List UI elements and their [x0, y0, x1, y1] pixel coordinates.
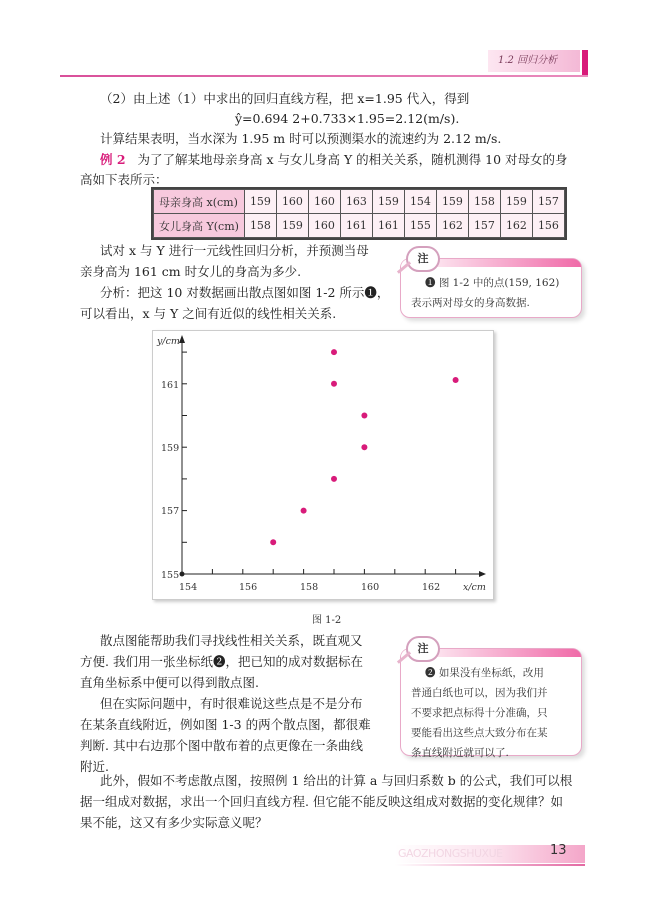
y-tick-155: 155 [161, 570, 180, 581]
table-cell: 157 [468, 214, 500, 238]
x-tick-160: 160 [361, 582, 380, 593]
y-tick-161: 161 [161, 380, 180, 391]
table-cell: 155 [404, 214, 436, 238]
x-tick-156: 156 [239, 582, 258, 593]
task-paragraph-cont: 亲身高为 161 cm 时女儿的身高为多少. [80, 264, 302, 279]
page-number: 13 [550, 843, 567, 858]
y-tick-159: 159 [161, 443, 180, 454]
closing-paragraph-cont: 据一组成对数据，求出一个回归直线方程. 但它能不能反映这组成对数据的变化规律？如 [80, 794, 563, 809]
row-header: 母亲身高 x(cm) [154, 190, 245, 214]
note-line: 普通白纸也可以，因为我们并 [411, 687, 548, 699]
practical-paragraph-cont3: 附近. [80, 759, 109, 774]
section-header: 1.2 回归分析 [488, 50, 580, 72]
x-tick-154: 154 [179, 582, 198, 593]
scatter-chart [152, 330, 494, 600]
table-cell: 157 [532, 190, 564, 214]
note-line: ❶ 图 1-2 中的点(159, 162) [425, 277, 560, 289]
example-text-cont: 高如下表所示： [80, 172, 168, 187]
table-cell: 158 [468, 190, 500, 214]
note-line: 条直线附近就可以了. [411, 747, 509, 759]
table-cell: 161 [372, 214, 404, 238]
paragraph-result: 计算结果表明，当水深为 1.95 m 时可以预测渠水的流速约为 2.12 m/s. [100, 131, 502, 146]
analysis-paragraph-cont: 可以看出，x 与 Y 之间有近似的线性相关关系. [80, 306, 337, 321]
table-row-mother [154, 190, 565, 214]
table-cell: 163 [340, 190, 372, 214]
note-line: 要能看出这些点大致分布在某 [411, 727, 548, 739]
side-note-2 [400, 648, 582, 759]
table-cell: 159 [372, 190, 404, 214]
practical-paragraph-cont2: 判断. 其中右边那个图中散布着的点更像在一条曲线 [80, 738, 363, 753]
data-points [270, 349, 458, 545]
table-cell: 160 [308, 214, 340, 238]
regression-formula: ŷ=0.694 2+0.733×1.95=2.12(m/s). [235, 111, 460, 126]
scatter-paragraph: 散点图能帮助我们寻找线性相关关系，既直观又 [100, 633, 363, 648]
scatter-plot [153, 331, 493, 599]
note-line: ❷ 如果没有坐标纸，改用 [425, 667, 544, 679]
table-cell: 160 [308, 190, 340, 214]
note-badge-icon: 注 [406, 246, 440, 272]
table-cell: 160 [276, 190, 308, 214]
practical-paragraph: 但在实际问题中，有时很难说这些点是不是分布 [100, 696, 363, 711]
table-cell: 159 [436, 190, 468, 214]
row-header: 女儿身高 Y(cm) [154, 214, 245, 238]
header-rule [60, 75, 588, 77]
x-axis-label: x/cm [463, 582, 486, 593]
footer-brand: GAOZHONGSHUXUE [398, 847, 503, 860]
table-cell: 156 [532, 214, 564, 238]
table-cell: 159 [244, 190, 276, 214]
table-cell: 161 [340, 214, 372, 238]
x-tick-162: 162 [422, 582, 441, 593]
table-row-daughter [154, 214, 565, 238]
x-tick-158: 158 [300, 582, 319, 593]
closing-paragraph: 此外，假如不考虑散点图，按照例 1 给出的计算 a 与回归系数 b 的公式，我们可以根 [100, 773, 573, 788]
table-cell: 158 [244, 214, 276, 238]
scatter-paragraph-cont: 方便. 我们用一张坐标纸❷，把已知的成对数据标在 [80, 654, 363, 669]
y-axis-label: y/cm [157, 336, 180, 347]
y-tick-157: 157 [161, 506, 180, 517]
example-text: 为了了解某地母亲身高 x 与女儿身高 Y 的相关关系，随机测得 10 对母女的身 [137, 152, 568, 167]
height-table [153, 189, 565, 238]
table-cell: 159 [276, 214, 308, 238]
table-cell: 162 [500, 214, 532, 238]
note-line: 不要求把点标得十分准确，只 [411, 707, 548, 719]
closing-paragraph-cont2: 果不能，这又有多少实际意义呢？ [80, 815, 268, 830]
task-paragraph: 试对 x 与 Y 进行一元线性回归分析，并预测当母 [100, 243, 369, 258]
example-label: 例 2 [100, 152, 126, 167]
header-accent-bar [582, 50, 588, 76]
note-line: 表示两对母女的身高数据. [411, 297, 530, 309]
table-cell: 154 [404, 190, 436, 214]
analysis-paragraph: 分析：把这 10 对数据画出散点图如图 1-2 所示❶， [100, 285, 390, 300]
table-cell: 159 [500, 190, 532, 214]
footer-rule [395, 864, 585, 866]
scatter-paragraph-cont2: 直角坐标系中便可以得到散点图. [80, 675, 259, 690]
table-cell: 162 [436, 214, 468, 238]
practical-paragraph-cont: 在某条直线附近，例如图 1-3 的两个散点图，都很难 [80, 717, 371, 732]
paragraph-step2: （2）由上述（1）中求出的回归直线方程，把 x=1.95 代入，得到 [100, 91, 470, 106]
note-badge-icon: 注 [406, 636, 440, 662]
figure-caption: 图 1-2 [312, 615, 342, 626]
example-2-line [100, 149, 568, 170]
